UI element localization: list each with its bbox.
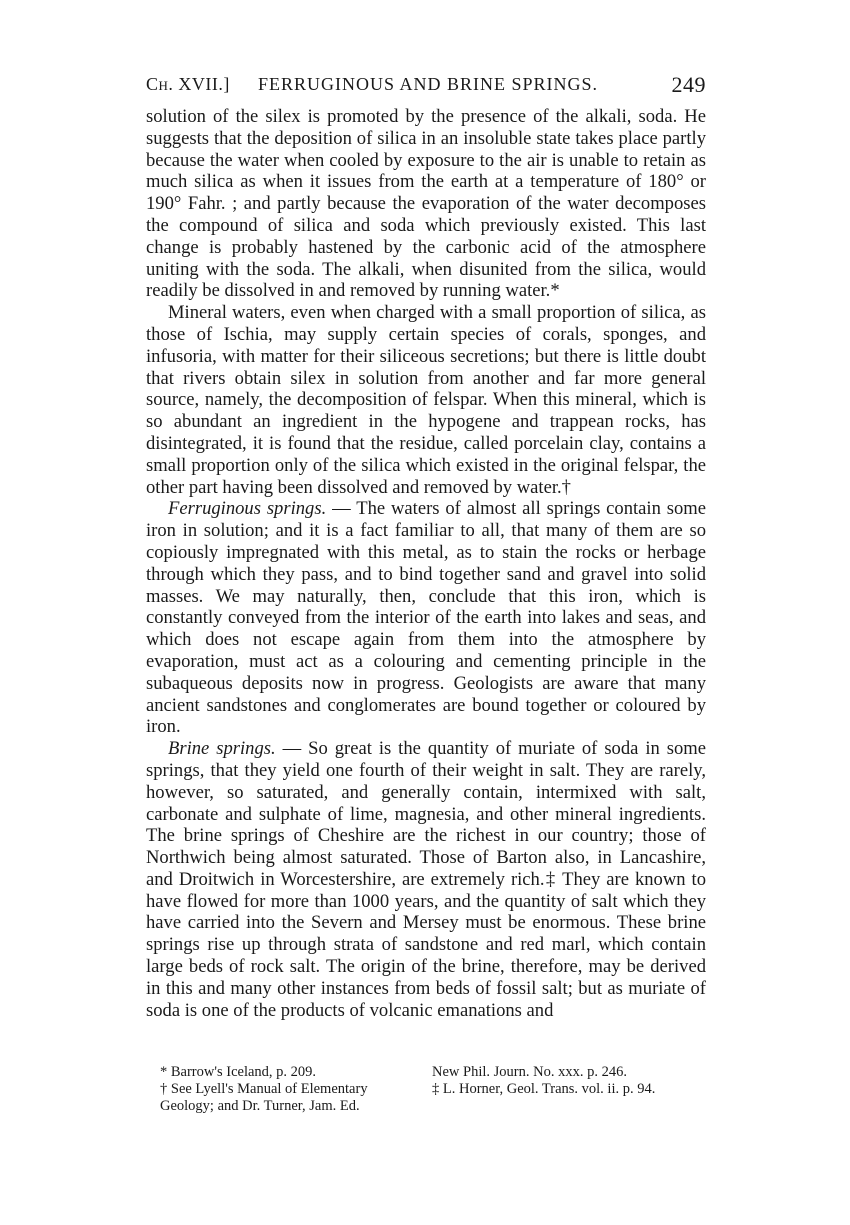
chapter-label: Ch. XVII.]: [146, 74, 230, 94]
paragraph: Mineral waters, even when charged with a small proportion of silica, as those of Ischia, may supply certain species of corals, sponges, and infusoria, with matter for their siliceous secretions; but there is little doubt that rivers obtain silex in solution from another and far more general source, namely, the decomposition of felspar. When this mineral, which is so abundant an ingredient in the hypogene and trappean rocks, has disintegrated, it is found that the residue, called porcelain clay, contains a small proportion only of the silica which existed in the original felspar, the other part having been dissolved and removed by water.†: [146, 302, 706, 498]
footnote: † See Lyell's Manual of Elementary Geology; and Dr. Turner, Jam. Ed.: [160, 1081, 368, 1114]
footnote: ‡ L. Horner, Geol. Trans. vol. ii. p. 94.: [432, 1081, 656, 1097]
page-number: 249: [671, 72, 706, 97]
body-text: [146, 106, 706, 1021]
section-lead: Ferruginous springs.: [168, 498, 327, 520]
paragraph: solution of the silex is promoted by the presence of the alkali, soda. He suggests that the deposition of silica in an insoluble state takes place partly because the water when cooled by exposure to the air is unable to retain as much silica as when it issues from the earth at a temperature of 180° or 190° Fahr. ; and partly because the evaporation of the water decomposes the compound of silica and soda which previously existed. This last change is probably hastened by the carbonic acid of the atmosphere uniting with the soda. The alkali, when disunited from the silica, would readily be dissolved in and removed by running water.*: [146, 106, 706, 302]
running-title: FERRUGINOUS AND BRINE SPRINGS.: [258, 74, 599, 94]
running-header: [146, 74, 706, 104]
footnote-column-right: [432, 1064, 706, 1098]
section-lead: Brine springs.: [168, 738, 276, 760]
footnote-column-left: [160, 1064, 410, 1115]
paragraph: Brine springs. — So great is the quantity of muriate of soda in some springs, that they yield one fourth of their weight in salt. They are rarely, however, so saturated, and generally contain, intermixed with salt, carbonate and sulphate of lime, magnesia, and other mineral ingredients. The brine springs of Cheshire are the richest in our country; those of Northwich being almost saturated. Those of Barton also, in Lancashire, and Droitwich in Worcestershire, are extremely rich.‡ They are known to have flowed for more than 1000 years, and the quantity of salt which they have carried into the Severn and Mersey must be enormous. These brine springs rise up through strata of sandstone and red marl, which contain large beds of rock salt. The origin of the brine, therefore, may be derived in this and many other instances from beds of fossil salt; but as muriate of soda is one of the products of volcanic emanations and: [146, 738, 706, 1021]
paragraph: Ferruginous springs. — The waters of almost all springs contain some iron in solution; and it is a fact familiar to all, that many of them are so copiously impregnated with this metal, as to stain the rocks or herbage through which they pass, and to bind together sand and gravel into solid masses. We may naturally, then, conclude that this iron, which is constantly conveyed from the interior of the earth into lakes and seas, and which does not escape again from them into the atmosphere by evaporation, must act as a colouring and cementing principle in the subaqueous deposits now in progress. Geologists are aware that many ancient sandstones and conglomerates are bound together or coloured by iron.: [146, 498, 706, 738]
footnote: New Phil. Journ. No. xxx. p. 246.: [432, 1064, 627, 1080]
footnote: * Barrow's Iceland, p. 209.: [160, 1064, 317, 1080]
